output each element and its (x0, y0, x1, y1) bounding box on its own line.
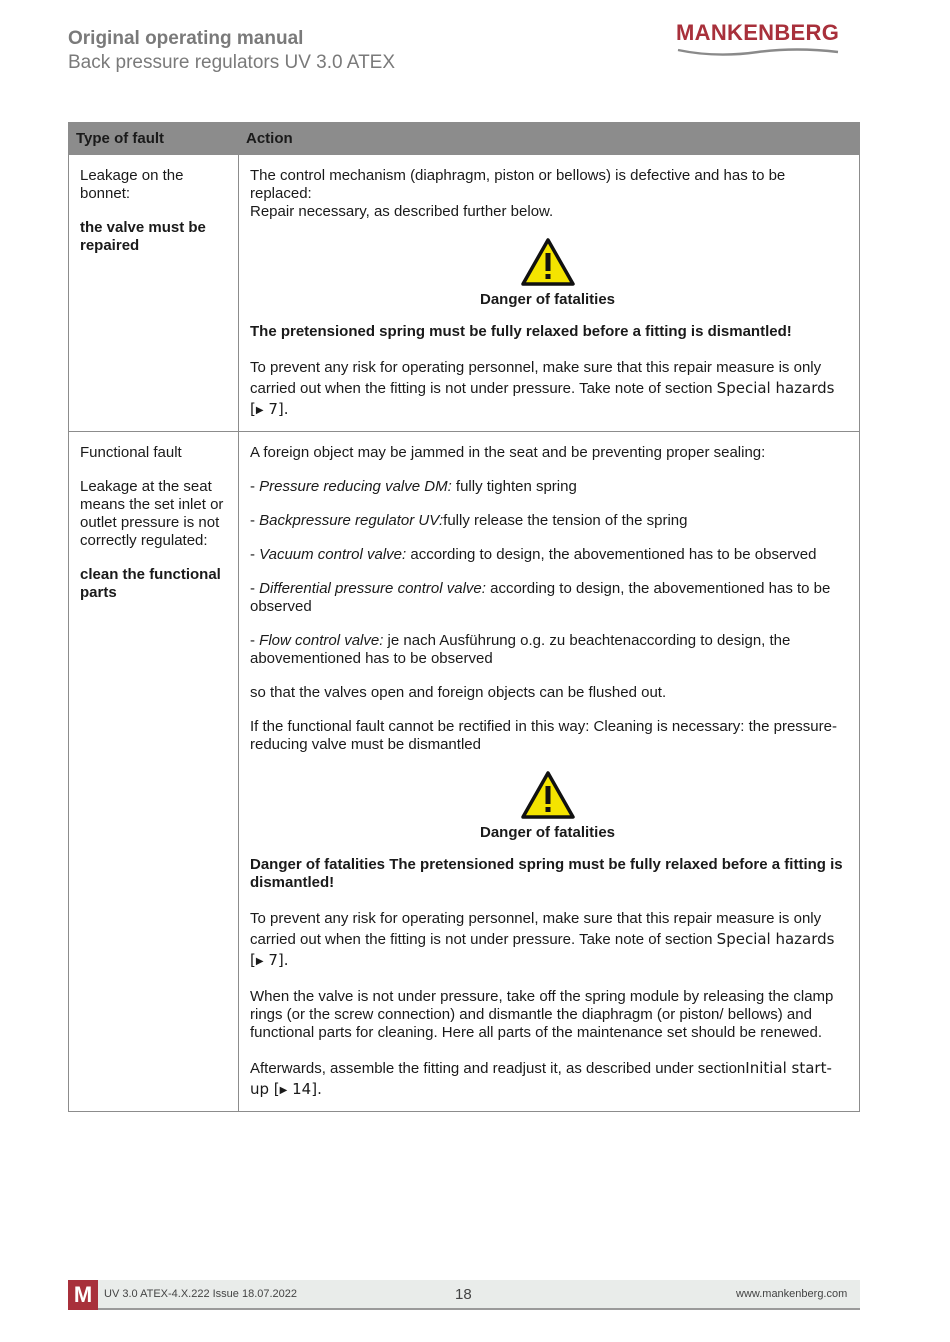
warning-title: Danger of fatalities (479, 291, 616, 308)
item-label: Backpressure regulator UV: (259, 512, 444, 529)
item-text: fully release the tension of the spring (443, 512, 688, 529)
action-text: If the functional fault cannot be rectified in this way: Cleaning is necessary: the pressure-reducing valve must be dismantled (250, 718, 837, 753)
warning-text (250, 357, 845, 421)
action-cell (239, 155, 860, 432)
list-item: - Flow control valve: je nach Ausführung o.g. zu beachtenaccording to design, the abovementioned has to be observed (250, 632, 791, 667)
warning-statement: The pretensioned spring must be fully relaxed before a fitting is dismantled! (250, 323, 792, 340)
action-text-line1: The control mechanism (diaphragm, piston or bellows) is defective and has to be replaced: (250, 167, 786, 202)
initial-startup-link-page: 14]. (287, 1080, 322, 1098)
list-item: - Vacuum control valve: according to design, the abovementioned has to be observed (250, 546, 817, 563)
triangle-right-icon: ▶ (255, 405, 264, 416)
footer-divider (68, 1308, 860, 1310)
fault-remedy: the valve must be repaired (80, 219, 206, 254)
fault-cell (69, 155, 239, 432)
logo-text: MANKENBERG (676, 20, 840, 45)
triangle-right-icon: ▶ (255, 956, 264, 967)
table-header-row (69, 123, 860, 155)
footer-website[interactable]: www.mankenberg.com (736, 1288, 848, 1300)
item-text: according to design, the abovementioned has to be observed (250, 580, 831, 615)
fault-description: Leakage on the bonnet: (80, 167, 184, 202)
list-item: - Pressure reducing valve DM: fully tighten spring (250, 478, 577, 495)
table-row (69, 155, 860, 432)
document-subtitle: Back pressure regulators UV 3.0 ATEX (68, 52, 396, 73)
special-hazards-link-text: Special hazards [ (250, 379, 835, 418)
action-text: so that the valves open and foreign objects can be flushed out. (250, 684, 667, 701)
afterwards-text: Afterwards, assemble the fitting and readjust it, as described under section (250, 1060, 746, 1077)
special-hazards-link-page: 7]. (263, 951, 289, 969)
fault-detail: Leakage at the seat means the set inlet or outlet pressure is not correctly regulated: (80, 478, 224, 549)
item-text: je nach Ausführung o.g. zu beachtenaccording to design, the abovementioned has to be observed (250, 632, 791, 667)
document-title: Original operating manual (68, 28, 304, 49)
logo-swoosh-icon (676, 46, 840, 58)
footer-logo: M (68, 1280, 98, 1310)
triangle-right-icon: ▶ (279, 1085, 288, 1096)
item-label: Vacuum control valve: (259, 546, 407, 563)
list-item: - Differential pressure control valve: according to design, the abovementioned has to be observed (250, 580, 831, 615)
warning-triangle-icon (520, 770, 576, 820)
fault-description: Functional fault (80, 444, 182, 461)
item-text: fully tighten spring (451, 478, 577, 495)
action-cell (239, 432, 860, 1112)
warning-statement: Danger of fatalities The pretensioned spring must be fully relaxed before a fitting is dismantled! (250, 856, 843, 891)
item-label: Differential pressure control valve: (259, 580, 486, 597)
item-label: Pressure reducing valve DM: (259, 478, 452, 495)
action-text (250, 1058, 845, 1101)
item-text: according to design, the abovementioned has to be observed (406, 546, 817, 563)
item-label: Flow control valve: (259, 632, 384, 649)
table-row (69, 432, 860, 1112)
list-item: - Backpressure regulator UV:fully release the tension of the spring (250, 512, 688, 529)
special-hazards-link-page: 7]. (263, 400, 289, 418)
fault-cell (69, 432, 239, 1112)
mankenberg-logo (676, 20, 842, 60)
warning-triangle-icon (520, 237, 576, 287)
fault-table (68, 122, 860, 1112)
action-text: When the valve is not under pressure, take off the spring module by releasing the clamp rings (or the screw connection) and dismantle the diaphragm (or piston/ bellows) and functional parts for cleaning. Here all parts of the maintenance set should be renewed. (250, 988, 834, 1041)
warning-text-body: To prevent any risk for operating personnel, make sure that this repair measure is only carried out when the fitting is not under pressure. Take note of section (250, 359, 822, 397)
col-header-type-of-fault: Type of fault (69, 123, 239, 155)
action-text (250, 167, 845, 221)
page-number: 18 (455, 1286, 472, 1303)
action-text-line2: Repair necessary, as described further below. (250, 203, 554, 220)
warning-block (250, 770, 845, 842)
special-hazards-link-text: Special hazards [ (250, 930, 835, 969)
warning-title: Danger of fatalities (479, 824, 616, 841)
action-intro: A foreign object may be jammed in the seat and be preventing proper sealing: (250, 444, 766, 461)
footer-doc-ref: UV 3.0 ATEX-4.X.222 Issue 18.07.2022 (104, 1288, 298, 1300)
warning-block (250, 237, 845, 309)
col-header-action: Action (239, 123, 860, 155)
initial-startup-link-text: Initial start-up [ (250, 1059, 832, 1098)
fault-remedy: clean the functional parts (80, 566, 221, 601)
warning-text (250, 908, 845, 972)
warning-text-body: To prevent any risk for operating personnel, make sure that this repair measure is only carried out when the fitting is not under pressure. Take note of section (250, 910, 822, 948)
